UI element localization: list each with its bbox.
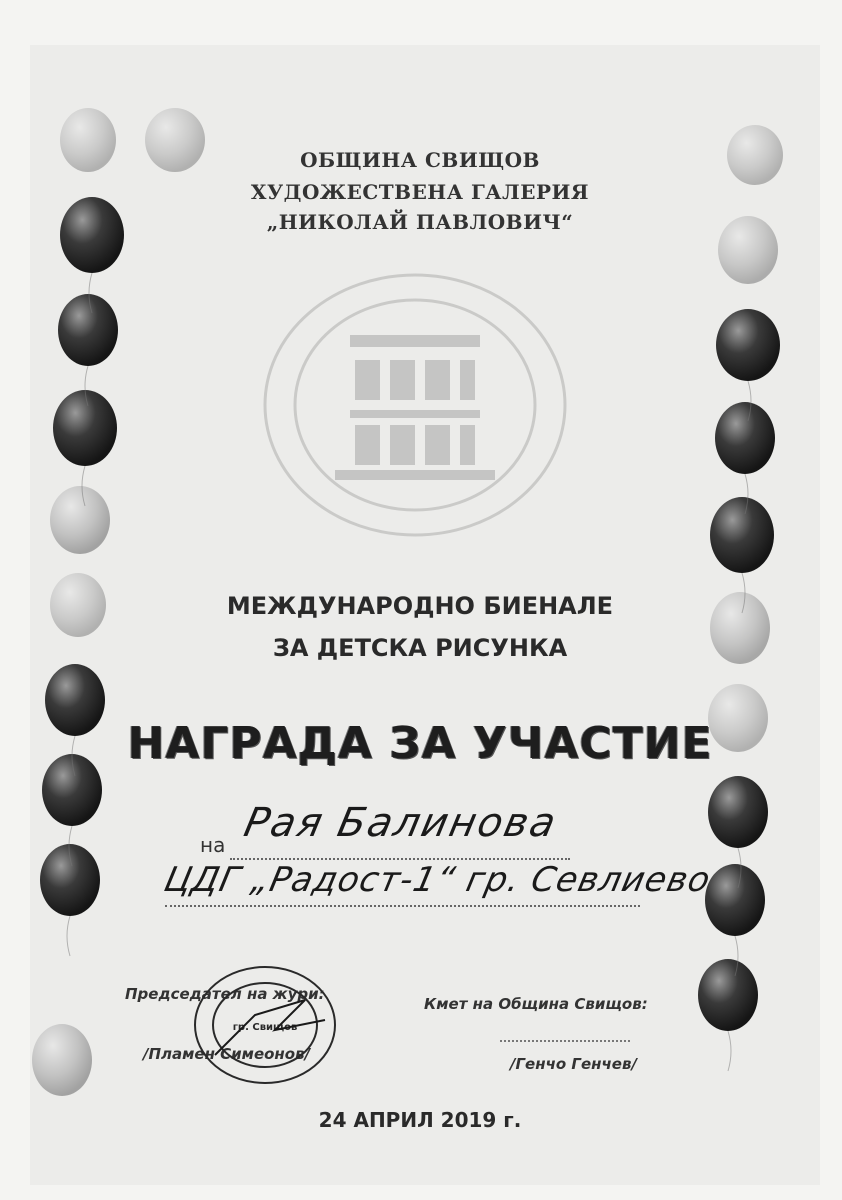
event-title-line1: МЕЖДУНАРОДНО БИЕНАЛЕ [226,592,614,620]
event-title-line2: ЗА ДЕТСКА РИСУНКА [272,634,568,662]
gallery-emblem-watermark [255,265,575,545]
stamp-center-text: гр. Свищов [232,1022,298,1033]
certificate-date: 24 АПРИЛ 2019 г. [318,1108,522,1132]
mayor-label: Кмет на Община Свищов: [424,995,648,1013]
award-title: НАГРАДА ЗА УЧАСТИЕ [127,718,713,769]
recipient-school-line [165,905,640,907]
chair-label: Председател на жури: [125,985,325,1003]
official-stamp [185,960,345,1090]
header-gallery-name: „НИКОЛАЙ ПАВЛОВИЧ“ [266,210,574,234]
chair-name: /Пламен Симеонов/ [143,1045,311,1063]
recipient-school: ЦДГ „Радост-1“ гр. Севлиево [160,860,715,900]
header-gallery: ХУДОЖЕСТВЕНА ГАЛЕРИЯ [250,180,590,204]
header-municipality: ОБЩИНА СВИЩОВ [300,148,540,172]
recipient-prefix: на [200,833,226,857]
recipient-name: Рая Балинова [240,800,562,846]
mayor-name: /Генчо Генчев/ [510,1055,637,1073]
mayor-signature-line [500,1040,630,1042]
